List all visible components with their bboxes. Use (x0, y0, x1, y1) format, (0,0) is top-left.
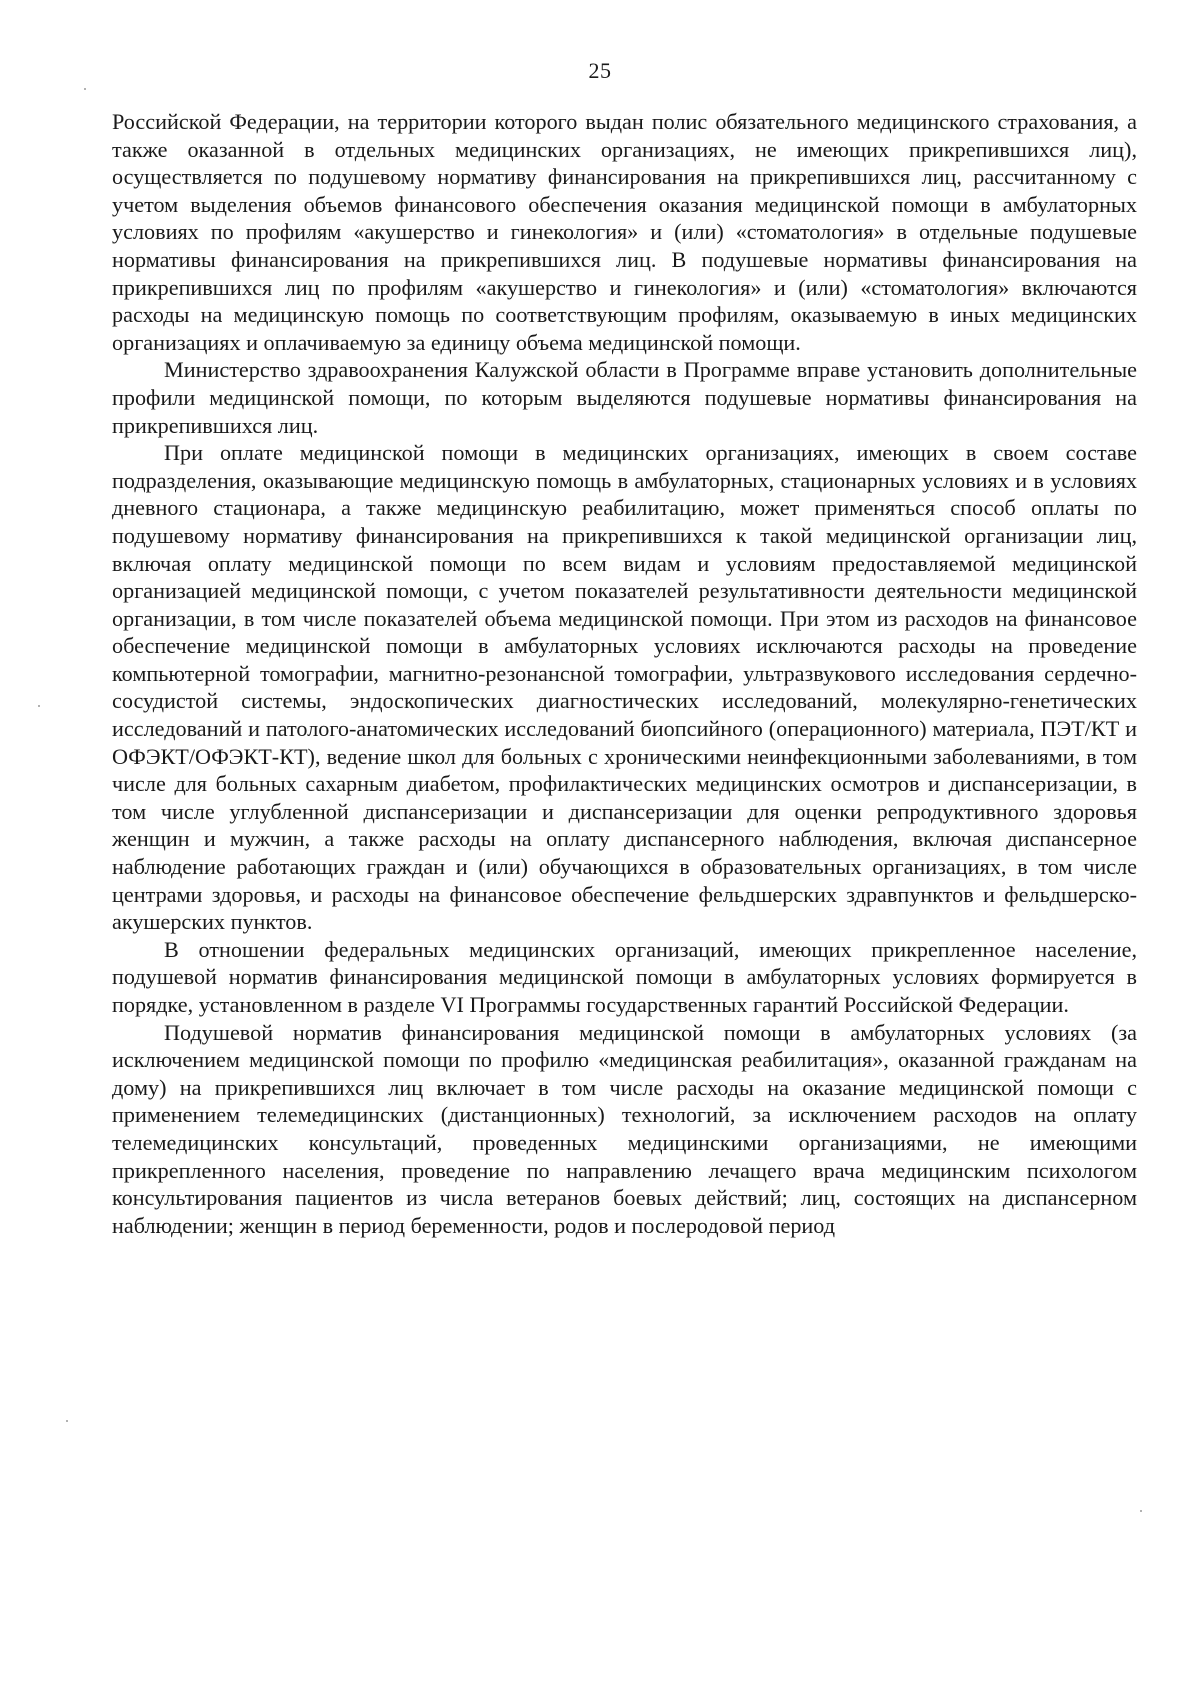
scan-speck (1140, 1510, 1142, 1512)
paragraph-continuation: Российской Федерации, на территории которого выдан полис обязательного медицинского страхования, а также оказанной в отдельных медицинских организациях, не имеющих прикрепившихся лиц), осуществляется по подушевому нормативу финансирования на прикрепившихся лиц, рассчитанному с учетом выделения объемов финансового обеспечения оказания медицинской помощи в амбулаторных условиях по профилям «акушерство и гинекология» и (или) «стоматология» в отдельные подушевые нормативы финансирования на прикрепившихся лиц. В подушевые нормативы финансирования на прикрепившихся лиц по профилям «акушерство и гинекология» и (или) «стоматология» включаются расходы на медицинскую помощь по соответствующим профилям, оказываемую в иных медицинских организациях и оплачиваемую за единицу объема медицинской помощи. (112, 109, 1137, 355)
scan-speck (38, 705, 40, 707)
paragraph-additional-profiles: Министерство здравоохранения Калужской области в Программе вправе установить дополнительные профили медицинской помощи, по которым выделяются подушевые нормативы финансирования на прикрепившихся лиц. (112, 357, 1137, 438)
paragraph-federal-organizations: В отношении федеральных медицинских организаций, имеющих прикрепленное население, подушевой норматив финансирования медицинской помощи в амбулаторных условиях формируется в порядке, установленном в разделе VI Программы государственных гарантий Российской Федерации. (112, 936, 1137, 1017)
scan-speck (84, 88, 86, 90)
scan-speck (66, 1420, 68, 1422)
paragraph-payment-method: При оплате медицинской помощи в медицинских организациях, имеющих в своем составе подразделения, оказывающие медицинскую помощь в амбулаторных, стационарных условиях и в условиях дневного стационара, а также медицинскую реабилитацию, может применяться способ оплаты по подушевому нормативу финансирования на прикрепившихся к такой медицинской организации лиц, включая оплату медицинской помощи по всем видам и условиям предоставляемой медицинской организацией медицинской помощи, с учетом показателей результативности деятельности медицинской организации, в том числе показателей объема медицинской помощи. При этом из расходов на финансовое обеспечение медицинской помощи в амбулаторных условиях исключаются расходы на проведение компьютерной томографии, магнитно-резонансной томографии, ультразвукового исследования сердечно-сосудистой системы, эндоскопических диагностических исследований, молекулярно-генетических исследований и патолого-анатомических исследований биопсийного (операционного) материала, ПЭТ/КТ и ОФЭКТ/ОФЭКТ-КТ), ведение школ для больных с хроническими неинфекционными заболеваниями, в том числе для больных сахарным диабетом, профилактических медицинских осмотров и диспансеризации, в том числе углубленной диспансеризации и диспансеризации для оценки репродуктивного здоровья женщин и мужчин, а также расходы на оплату диспансерного наблюдения, включая диспансерное наблюдение работающих граждан и (или) обучающихся в образовательных организациях, в том числе центрами здоровья, и расходы на финансовое обеспечение фельдшерских здравпунктов и фельдшерско-акушерских пунктов. (112, 440, 1137, 935)
page-number: 25 (588, 58, 612, 83)
document-body (112, 108, 1137, 1239)
paragraph-per-capita-standard: Подушевой норматив финансирования медицинской помощи в амбулаторных условиях (за исключением медицинской помощи по профилю «медицинская реабилитация», оказанной гражданам на дому) на прикрепившихся лиц включает в том числе расходы на оказание медицинской помощи с применением телемедицинских (дистанционных) технологий, за исключением расходов на оплату телемедицинских консультаций, проведенных медицинскими организациями, не имеющими прикрепленного населения, проведение по направлению лечащего врача медицинским психологом консультирования пациентов из числа ветеранов боевых действий; лиц, состоящих на диспансерном наблюдении; женщин в период беременности, родов и послеродовой период (112, 1019, 1137, 1238)
